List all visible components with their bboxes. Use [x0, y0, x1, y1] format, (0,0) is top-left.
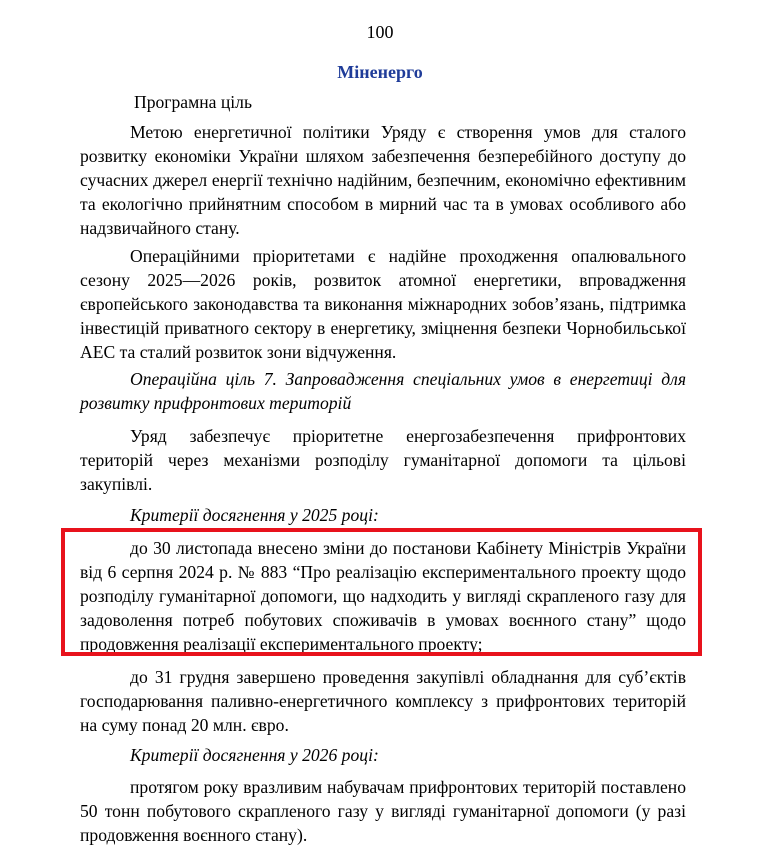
- operational-goal-heading: Операційна ціль 7. Запровадження спеціальних умов в енергетиці для розвитку прифронтових територій: [80, 369, 686, 413]
- program-goal-heading: Програмна ціль: [134, 92, 252, 112]
- program-goal-paragraph: Метою енергетичної політики Уряду є створення умов для сталого розвитку економіки України шляхом забезпечення безперебійного доступу до сучасних джерел енергії технічно надійним, безпечним, економічно ефективним та екологічно прийнятним способом в мирний час та в умовах особливого або надзвичайного стану.: [80, 122, 686, 238]
- criteria-2026-item-1: протягом року вразливим набувачам прифронтових територій поставлено 50 тонн побутового скрапленого газу у вигляді гуманітарної допомоги (у разі продовження воєнного стану).: [80, 777, 686, 845]
- criteria-2025-heading: Критерії досягнення у 2025 році:: [130, 505, 379, 525]
- page-number: 100: [366, 22, 394, 42]
- ministry-title: Міненерго: [337, 62, 423, 82]
- criteria-2025-item-2: до 31 грудня завершено проведення закупівлі обладнання для суб’єктів господарювання паливно-енергетичного комплексу з прифронтових територій на суму понад 20 млн. євро.: [80, 667, 686, 735]
- criteria-2026-heading: Критерії досягнення у 2026 році:: [130, 745, 379, 765]
- highlight-box: [61, 528, 702, 656]
- operational-goal-paragraph: Уряд забезпечує пріоритетне енергозабезпечення прифронтових територій через механізми розподілу гуманітарної допомоги та цільові закупівлі.: [80, 426, 686, 494]
- criteria-2025-item-1: до 30 листопада внесено зміни до постанови Кабінету Міністрів України від 6 серпня 2024 р. № 883 “Про реалізацію експериментального проекту щодо розподілу гуманітарної допомоги, що надходить у вигляді скрапленого газу для задоволення потреб побутових споживачів в умовах воєнного стану” щодо продовження реалізації експериментального проекту;: [80, 538, 686, 654]
- operational-priorities-paragraph: Операційними пріоритетами є надійне проходження опалювального сезону 2025—2026 років, розвиток атомної енергетики, впровадження європейського законодавства та виконання міжнародних зобов’язань, підтримка інвестицій приватного сектору в енергетику, зміцнення безпеки Чорнобильської АЕС та сталий розвиток зони відчуження.: [80, 246, 686, 362]
